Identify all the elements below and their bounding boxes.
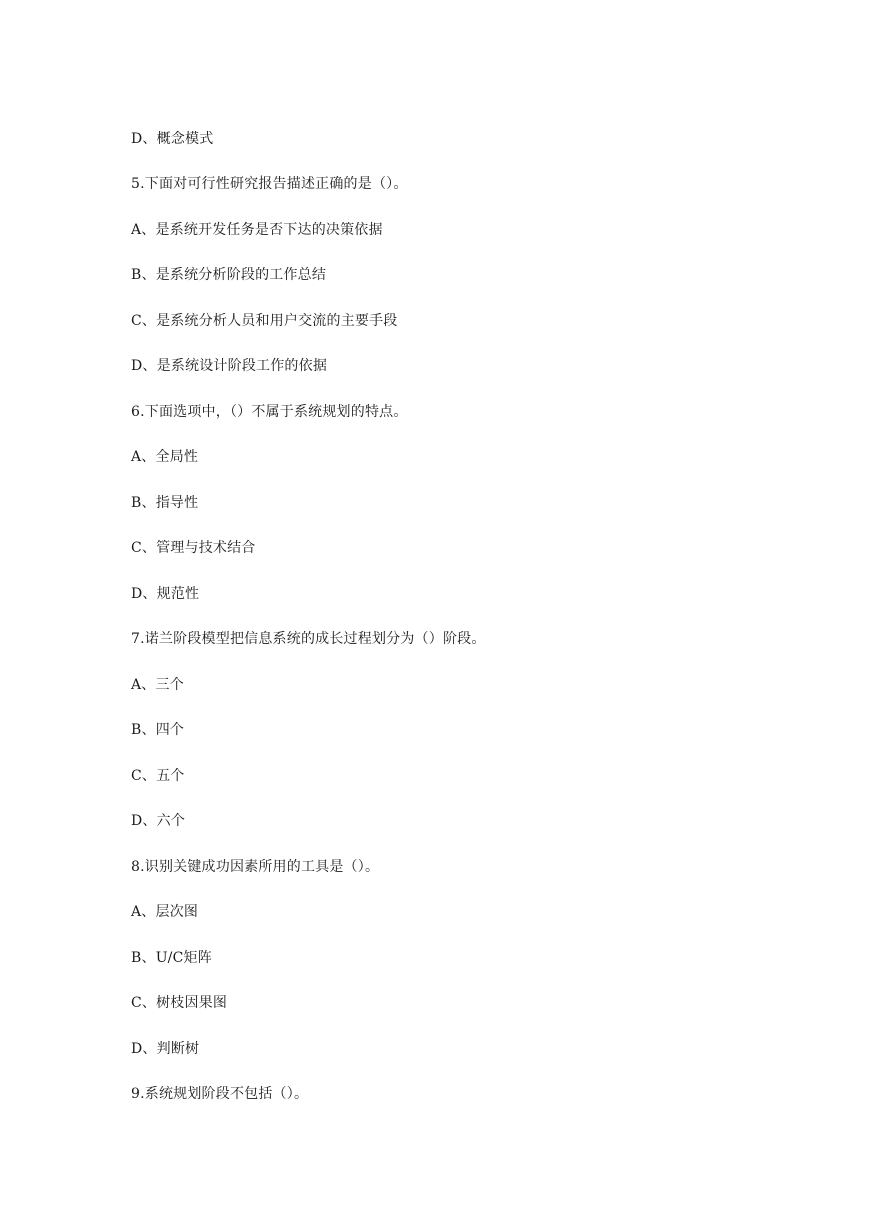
option-c-q8: C、树枝因果图	[131, 995, 228, 1011]
question-8: 8.识别关键成功因素所用的工具是（）。	[131, 859, 380, 875]
option-c-q7: C、五个	[131, 768, 185, 784]
option-c-q6: C、管理与技术结合	[131, 540, 256, 556]
option-d-q5: D、是系统设计阶段工作的依据	[131, 358, 328, 374]
question-7: 7.诺兰阶段模型把信息系统的成长过程划分为（）阶段。	[131, 631, 486, 647]
option-b-q7: B、四个	[131, 722, 185, 738]
option-d-q4: D、概念模式	[131, 131, 214, 147]
question-6: 6.下面选项中，（）不属于系统规划的特点。	[131, 404, 408, 420]
option-d-q6: D、规范性	[131, 586, 200, 602]
option-a-q6: A、全局性	[131, 449, 199, 465]
option-d-q7: D、六个	[131, 813, 186, 829]
option-a-q5: A、是系统开发任务是否下达的决策依据	[131, 222, 383, 238]
question-9: 9.系统规划阶段不包括（）。	[131, 1086, 309, 1102]
option-d-q8: D、判断树	[131, 1041, 200, 1057]
option-b-q5: B、是系统分析阶段的工作总结	[131, 267, 327, 283]
option-a-q8: A、层次图	[131, 904, 199, 920]
question-5: 5.下面对可行性研究报告描述正确的是（）。	[131, 176, 408, 192]
option-b-q8: B、U/C矩阵	[131, 950, 212, 966]
option-b-q6: B、指导性	[131, 495, 199, 511]
option-c-q5: C、是系统分析人员和用户交流的主要手段	[131, 313, 398, 329]
option-a-q7: A、三个	[131, 677, 184, 693]
